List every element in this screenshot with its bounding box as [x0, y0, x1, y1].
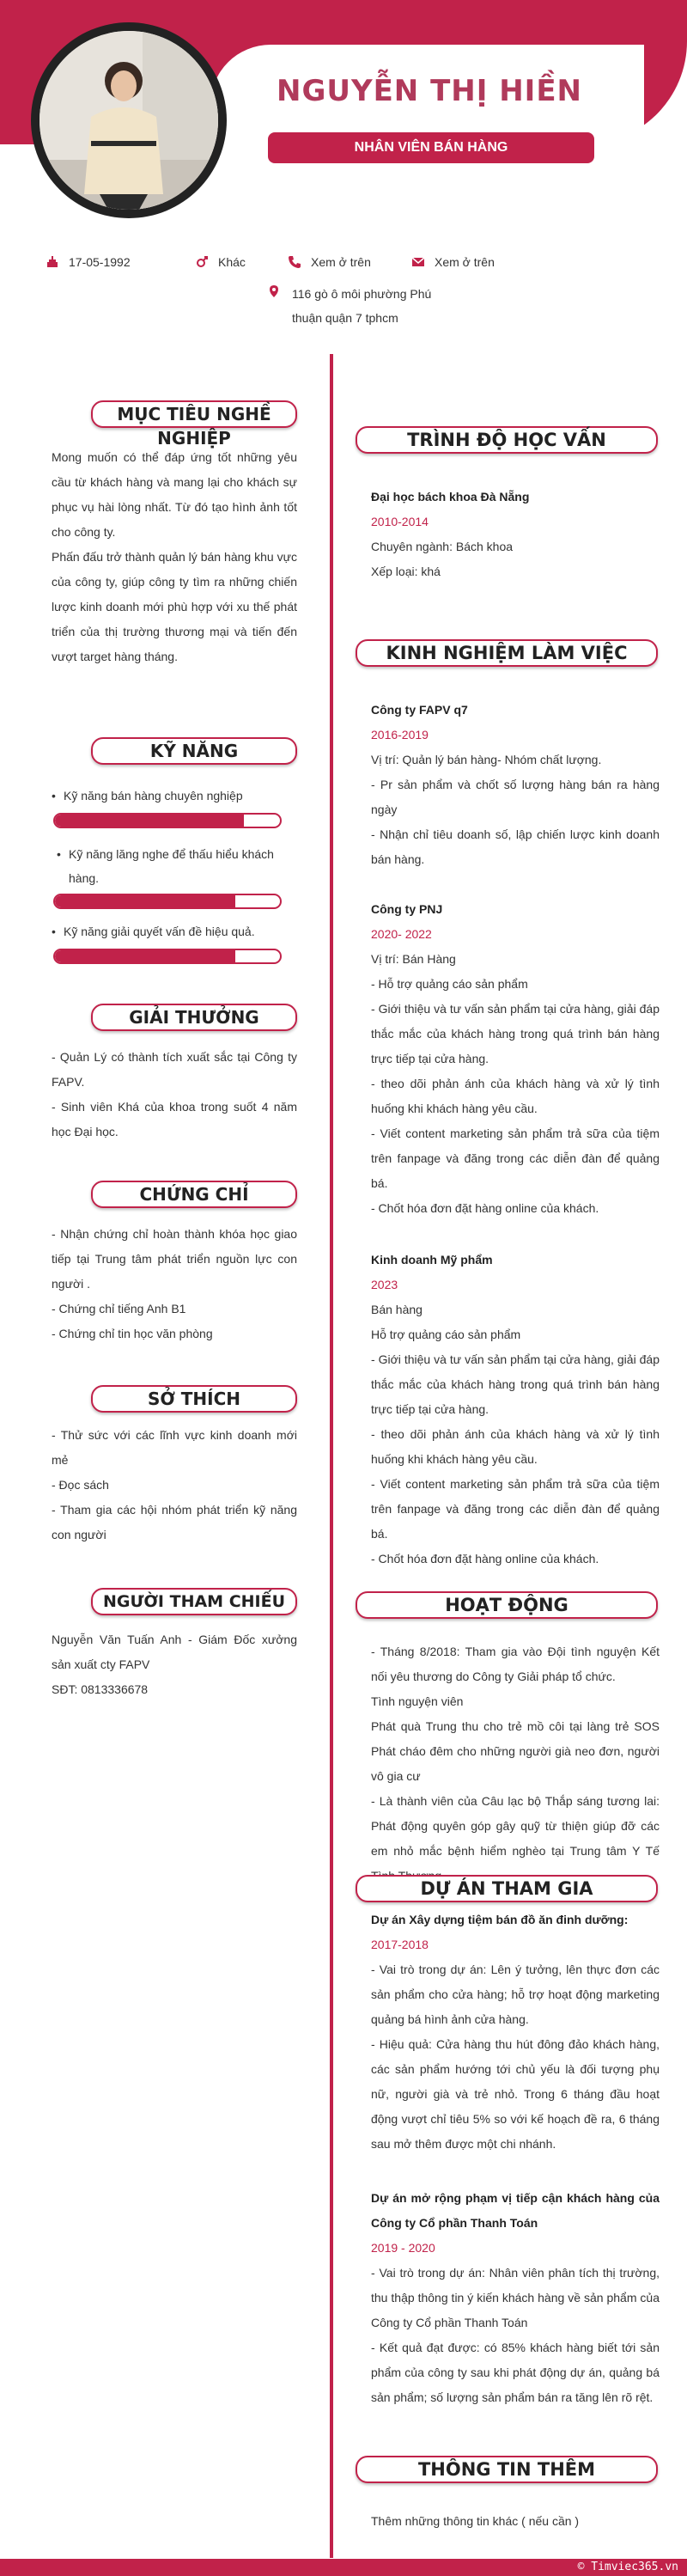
- gender-icon: [194, 254, 210, 270]
- phone-text: Xem ở trên: [311, 255, 371, 269]
- activity-line: - Là thành viên của Câu lạc bộ Thắp sáng tương lai: Phát động quyên góp gây quỹ từ thiện giúp đỡ các em nhỏ mắc bệnh hiểm nghèo tại Trung tâm Y Tế: [371, 1794, 660, 1858]
- award-item: - Quản Lý có thành tích xuất sắc tại Công ty FAPV.: [52, 1050, 297, 1089]
- certificate-item: - Nhận chứng chỉ hoàn thành khóa học giao tiếp tại Trung tâm phát triển nguồn lực con người .: [52, 1227, 297, 1291]
- contact-gender: [194, 254, 246, 270]
- references-text: [52, 1627, 297, 1702]
- skill-bar: [53, 894, 282, 909]
- certificates-list: [52, 1222, 297, 1346]
- skill-bar: [53, 813, 282, 828]
- gender-text: Khác: [218, 255, 246, 269]
- experience-heading: KINH NGHIỆM LÀM VIỆC: [356, 639, 658, 667]
- address-line-2: thuận quận 7 tphcm: [292, 311, 398, 325]
- career-goal-text: [52, 445, 297, 669]
- avatar-photo: [40, 31, 218, 210]
- skill-bar-fill: [55, 950, 235, 962]
- project-name: Dự án Xây dựng tiệm bán đồ ăn đinh dưỡng:: [371, 1913, 629, 1926]
- job-years: 2016-2019: [371, 728, 429, 742]
- more-info-text: Thêm những thông tin khác ( nếu cần ): [371, 2514, 580, 2528]
- activity-line: Tình nguyện viên: [371, 1694, 464, 1708]
- hobbies-list: [52, 1423, 297, 1547]
- cake-icon: [45, 254, 60, 270]
- references-heading: NGƯỜI THAM CHIẾU: [91, 1588, 297, 1615]
- awards-heading: GIẢI THƯỞNG: [91, 1004, 297, 1031]
- column-divider: [330, 354, 333, 2558]
- hobbies-heading: SỞ THÍCH: [91, 1385, 297, 1413]
- skill-bar: [53, 949, 282, 964]
- skill-label: • Kỹ năng giải quyết vấn đề hiệu quả.: [52, 919, 301, 943]
- career-goal-p1: Mong muốn có thể đáp ứng tốt những yêu cầu từ khách hàng và mang lại cho khách sự phục vụ hài lòng nhất. Từ đó tạo hình ảnh tốt cho công ty.: [52, 450, 297, 539]
- career-goal-p2: Phấn đấu trở thành quản lý bán hàng khu vực của công ty, giúp công ty tìm ra những chiến lược kinh doanh mới phù hợp với xu thế phát triển của thị trường thương mại và tiến đến vượt target hàng tháng.: [52, 550, 297, 663]
- candidate-name: NGUYỄN THỊ HIỀN: [276, 74, 583, 108]
- job-line: - Giới thiệu và tư vấn sản phẩm tại cửa hàng, giải đáp thắc mắc của khách hàng trong quá trình bán hàng trực tiếp tại cửa hàng.: [371, 1002, 660, 1065]
- hobby-item: - Đọc sách: [52, 1478, 109, 1492]
- project-item: [371, 1908, 660, 2157]
- job-line: - Chốt hóa đơn đặt hàng online của khách.: [371, 1201, 599, 1215]
- contact-email: [410, 254, 495, 270]
- certificate-item: - Chứng chỉ tin học văn phòng: [52, 1327, 213, 1340]
- skill-item: [52, 784, 301, 808]
- project-line: - Vai trò trong dự án: Nhân viên phân tích thị trường, thu thập thông tin ý kiến khách hàng về sản phẩm của Công ty Cổ phần Thanh Toán: [371, 2266, 660, 2329]
- job-company: Công ty PNJ: [371, 902, 443, 916]
- certificates-heading: CHỨNG CHỈ: [91, 1181, 297, 1208]
- awards-list: [52, 1045, 297, 1145]
- skills-heading: KỸ NĂNG: [91, 737, 297, 765]
- job-line: Bán hàng: [371, 1303, 423, 1316]
- job-line: - theo dõi phản ánh của khách hàng và xử lý tình huống khi khách hàng yêu cầu.: [371, 1427, 660, 1466]
- skill-label: • Kỹ năng bán hàng chuyên nghiệp: [52, 784, 301, 808]
- skill-bar-fill: [55, 815, 244, 827]
- job-company: Kinh doanh Mỹ phẩm: [371, 1253, 493, 1267]
- address-line-1: 116 gò ô môi phường Phú: [292, 287, 432, 301]
- contact-address: [292, 282, 431, 330]
- activity-line: - Tháng 8/2018: Tham gia vào Đội tình nguyện Kết nối yêu thương do Công ty Giải pháp tổ chức.: [371, 1645, 660, 1683]
- job-line: - Hỗ trợ quảng cáo sản phẩm: [371, 977, 528, 991]
- career-goal-heading: MỤC TIÊU NGHỀ NGHIỆP: [91, 400, 297, 428]
- email-icon: [410, 254, 426, 270]
- job-line: - Viết content marketing sản phẩm trả sữa của tiệm trên fanpage và đăng trong các diễn đàn để quảng bá.: [371, 1477, 660, 1541]
- phone-icon: [287, 254, 302, 270]
- project-item: [371, 2186, 660, 2410]
- project-line: - Kết quả đạt được: có 85% khách hàng biết tới sản phẩm của công ty sau khi phát động dự án, quảng bá sản phẩm; số lượng sản phẩm bán ra tăng lên rõ rệt.: [371, 2341, 660, 2404]
- activities-heading: HOẠT ĐỘNG: [356, 1591, 658, 1619]
- project-name: Dự án mở rộng phạm vị tiếp cận khách hàng của Công ty Cổ phần Thanh Toán: [371, 2191, 660, 2230]
- education-heading: TRÌNH ĐỘ HỌC VẤN: [356, 426, 658, 454]
- job-line: - Pr sản phẩm và chốt số lượng hàng bán ra hàng ngày: [371, 778, 660, 816]
- skill-item: [57, 842, 306, 890]
- contact-phone: [287, 254, 371, 270]
- activities-text: [371, 1639, 660, 1889]
- activity-line: Phát quà Trung thu cho trẻ mồ côi tại làng trẻ SOS Phát cháo đêm cho những người già neo đơn, người vô gia cư: [371, 1719, 660, 1783]
- hobby-item: - Thử sức với các lĩnh vực kinh doanh mới mẻ: [52, 1428, 297, 1467]
- location-icon: [266, 284, 282, 299]
- reference-line: Nguyễn Văn Tuấn Anh - Giám Đốc xưởng sản xuất cty FAPV: [52, 1633, 297, 1671]
- avatar: [40, 31, 218, 210]
- more-info-heading: THÔNG TIN THÊM: [356, 2456, 658, 2483]
- education-block: [371, 485, 660, 584]
- skill-item: [52, 919, 301, 943]
- certificate-item: - Chứng chỉ tiếng Anh B1: [52, 1302, 186, 1315]
- job-title-bar: NHÂN VIÊN BÁN HÀNG: [268, 132, 594, 163]
- job-line: - theo dõi phản ánh của khách hàng và xử lý tình huống khi khách hàng yêu cầu.: [371, 1077, 660, 1115]
- footer-watermark: © Timviec365.vn: [0, 2559, 687, 2576]
- project-line: - Hiệu quả: Cửa hàng thu hút đông đảo khách hàng, các sản phẩm hướng tới chủ yếu là đối tượng phụ nữ, người già và trẻ nhỏ. Trong 6 tháng đầu hoạt động vượt chỉ tiêu 5% so với kế hoạch đề ra, 6 tháng sau mở thêm được một chi nhánh.: [371, 2037, 660, 2151]
- project-line: - Vai trò trong dự án: Lên ý tưởng, lên thực đơn các sản phẩm cho cửa hàng; hỗ trợ hoạt động marketing quảng bá hình ảnh cửa hàng.: [371, 1963, 660, 2026]
- hobby-item: - Tham gia các hội nhóm phát triển kỹ năng con người: [52, 1503, 297, 1541]
- job-years: 2023: [371, 1278, 398, 1291]
- education-school: Đại học bách khoa Đà Nẵng: [371, 490, 530, 504]
- project-years: 2019 - 2020: [371, 2241, 435, 2255]
- address-icon-wrap: [266, 284, 290, 299]
- job-line: - Viết content marketing sản phẩm trả sữa của tiệm trên fanpage và đăng trong các diễn đàn để quảng bá.: [371, 1126, 660, 1190]
- education-grade: Xếp loại: khá: [371, 565, 441, 578]
- project-years: 2017-2018: [371, 1938, 429, 1951]
- job-line: - Chốt hóa đơn đặt hàng online của khách.: [371, 1552, 599, 1566]
- experience-job: [371, 1248, 660, 1572]
- job-line: Vị trí: Quản lý bán hàng- Nhóm chất lượng.: [371, 753, 602, 766]
- job-years: 2020- 2022: [371, 927, 432, 941]
- job-line: - Nhận chỉ tiêu doanh số, lập chiến lược kinh doanh bán hàng.: [371, 827, 660, 866]
- projects-heading: DỰ ÁN THAM GIA: [356, 1875, 658, 1902]
- job-line: - Giới thiệu và tư vấn sản phẩm tại cửa hàng, giải đáp thắc mắc của khách hàng trong quá trình bán hàng trực tiếp tại cửa hàng.: [371, 1352, 660, 1416]
- birthday-text: 17-05-1992: [69, 255, 131, 269]
- experience-job: [371, 698, 660, 872]
- education-years: 2010-2014: [371, 515, 429, 528]
- education-major: Chuyên ngành: Bách khoa: [371, 540, 514, 553]
- job-line: Hỗ trợ quảng cáo sản phẩm: [371, 1328, 521, 1341]
- experience-job: [371, 897, 660, 1221]
- email-text: Xem ở trên: [435, 255, 495, 269]
- job-company: Công ty FAPV q7: [371, 703, 468, 717]
- reference-phone: SĐT: 0813336678: [52, 1682, 149, 1696]
- skill-label: • Kỹ năng lăng nghe để thấu hiểu khách hàng.: [57, 842, 306, 890]
- contact-birthday: [45, 254, 131, 270]
- award-item: - Sinh viên Khá của khoa trong suốt 4 năm học Đại học.: [52, 1100, 297, 1138]
- skill-bar-fill: [55, 895, 235, 907]
- job-line: Vị trí: Bán Hàng: [371, 952, 456, 966]
